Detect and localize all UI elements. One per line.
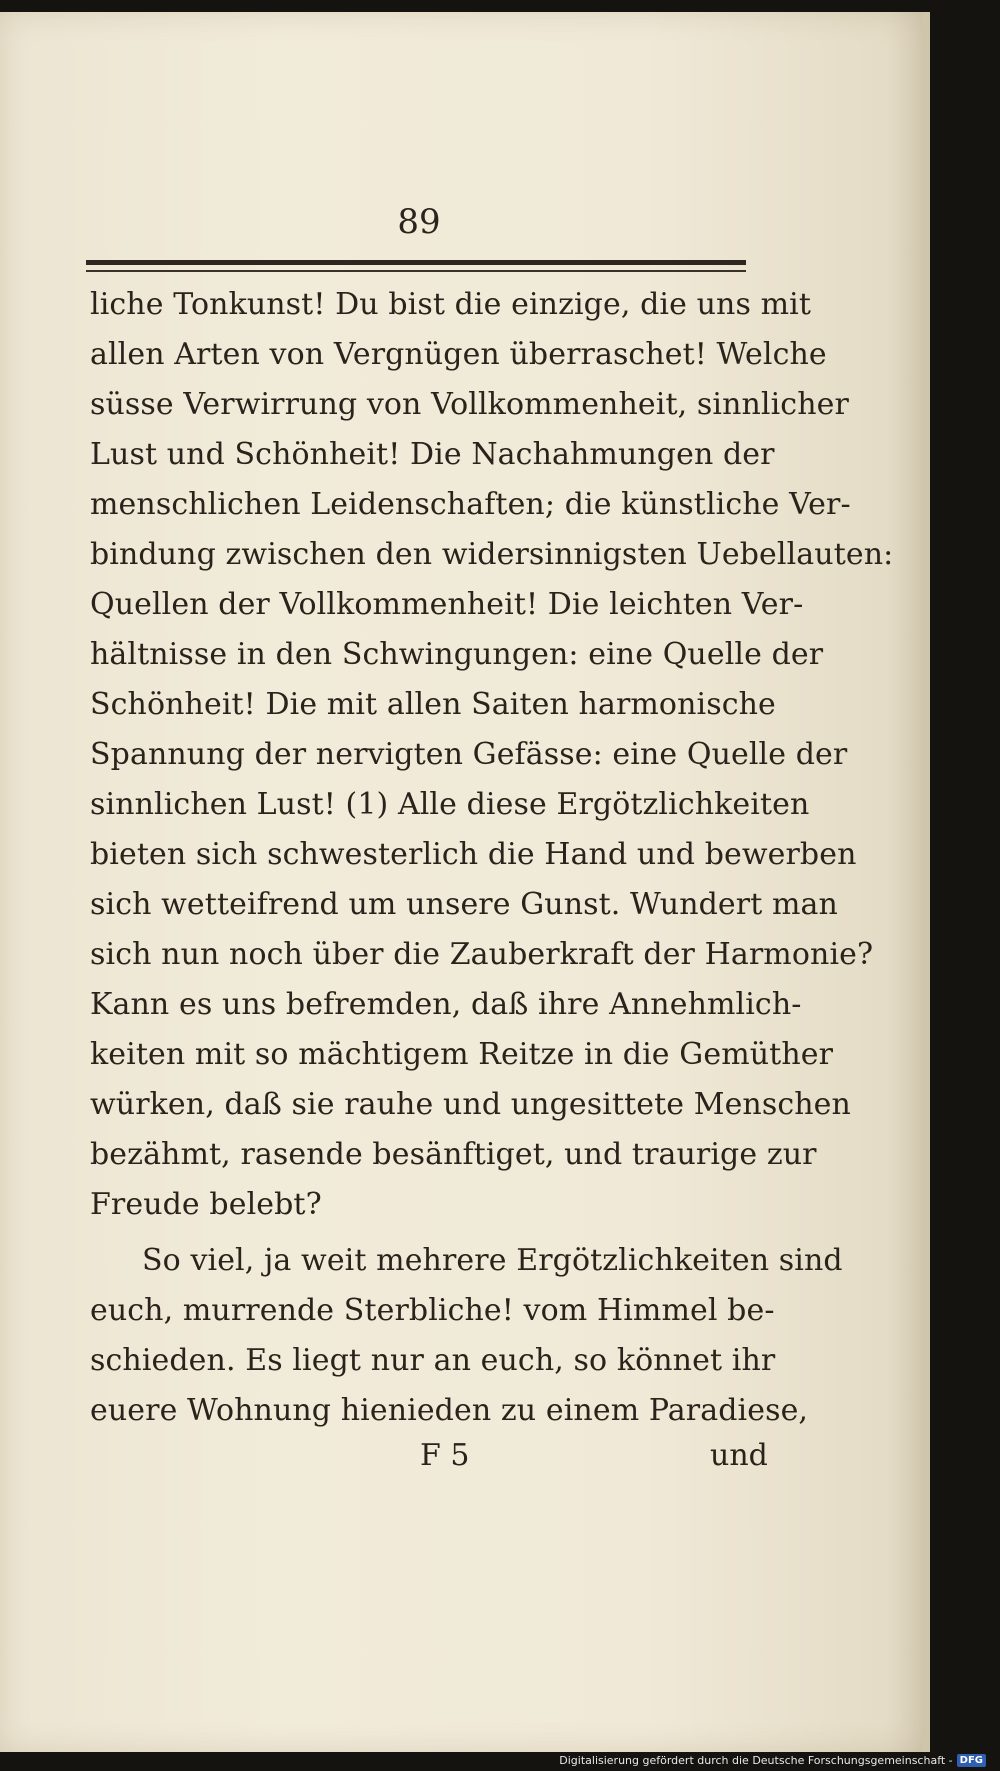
digitization-credit	[559, 1754, 986, 1767]
text-line: keiten mit so mächtigem Reitze in die Gemüther	[90, 1037, 834, 1072]
text-line: würken, daß sie rauhe und ungesittete Menschen	[90, 1087, 851, 1122]
text-line: hältnisse in den Schwingungen: eine Quelle der	[90, 637, 824, 672]
dfg-logo: DFG	[957, 1754, 986, 1767]
header-rule	[86, 260, 746, 265]
text-line: So viel, ja weit mehrere Ergötzlichkeiten sind	[142, 1243, 843, 1278]
text-line: sich wetteifrend um unsere Gunst. Wundert man	[90, 887, 838, 922]
text-line: liche Tonkunst! Du bist die einzige, die uns mit	[90, 287, 811, 322]
signature-mark: F 5	[420, 1438, 470, 1473]
text-line: sich nun noch über die Zauberkraft der Harmonie?	[90, 937, 874, 972]
credit-text: Digitalisierung gefördert durch die Deutsche Forschungsgemeinschaft -	[559, 1754, 953, 1767]
page-number: 89	[397, 202, 441, 242]
text-line: bindung zwischen den widersinnigsten Uebellauten:	[90, 537, 894, 572]
text-line: euere Wohnung hienieden zu einem Paradiese,	[90, 1393, 809, 1428]
text-line: süsse Verwirrung von Vollkommenheit, sinnlicher	[90, 387, 849, 422]
text-line: Freude belebt?	[90, 1187, 322, 1222]
text-line: Kann es uns befremden, daß ihre Annehmlich-	[90, 987, 802, 1022]
text-line: Schönheit! Die mit allen Saiten harmonische	[90, 687, 776, 722]
text-line: bezähmt, rasende besänftiget, und traurige zur	[90, 1137, 817, 1172]
text-line: Quellen der Vollkommenheit! Die leichten Ver-	[90, 587, 804, 622]
text-line: euch, murrende Sterbliche! vom Himmel be-	[90, 1293, 775, 1328]
text-line: allen Arten von Vergnügen überraschet! Welche	[90, 337, 827, 372]
book-page	[0, 12, 930, 1752]
text-line: menschlichen Leidenschaften; die künstliche Ver-	[90, 487, 851, 522]
header-rule-thin	[86, 270, 746, 272]
text-line: bieten sich schwesterlich die Hand und bewerben	[90, 837, 857, 872]
text-line: sinnlichen Lust! (1) Alle diese Ergötzlichkeiten	[90, 787, 810, 822]
text-line: Spannung der nervigten Gefässe: eine Quelle der	[90, 737, 848, 772]
catchword: und	[710, 1438, 768, 1473]
text-line: schieden. Es liegt nur an euch, so könnet ihr	[90, 1343, 776, 1378]
text-line: Lust und Schönheit! Die Nachahmungen der	[90, 437, 775, 472]
